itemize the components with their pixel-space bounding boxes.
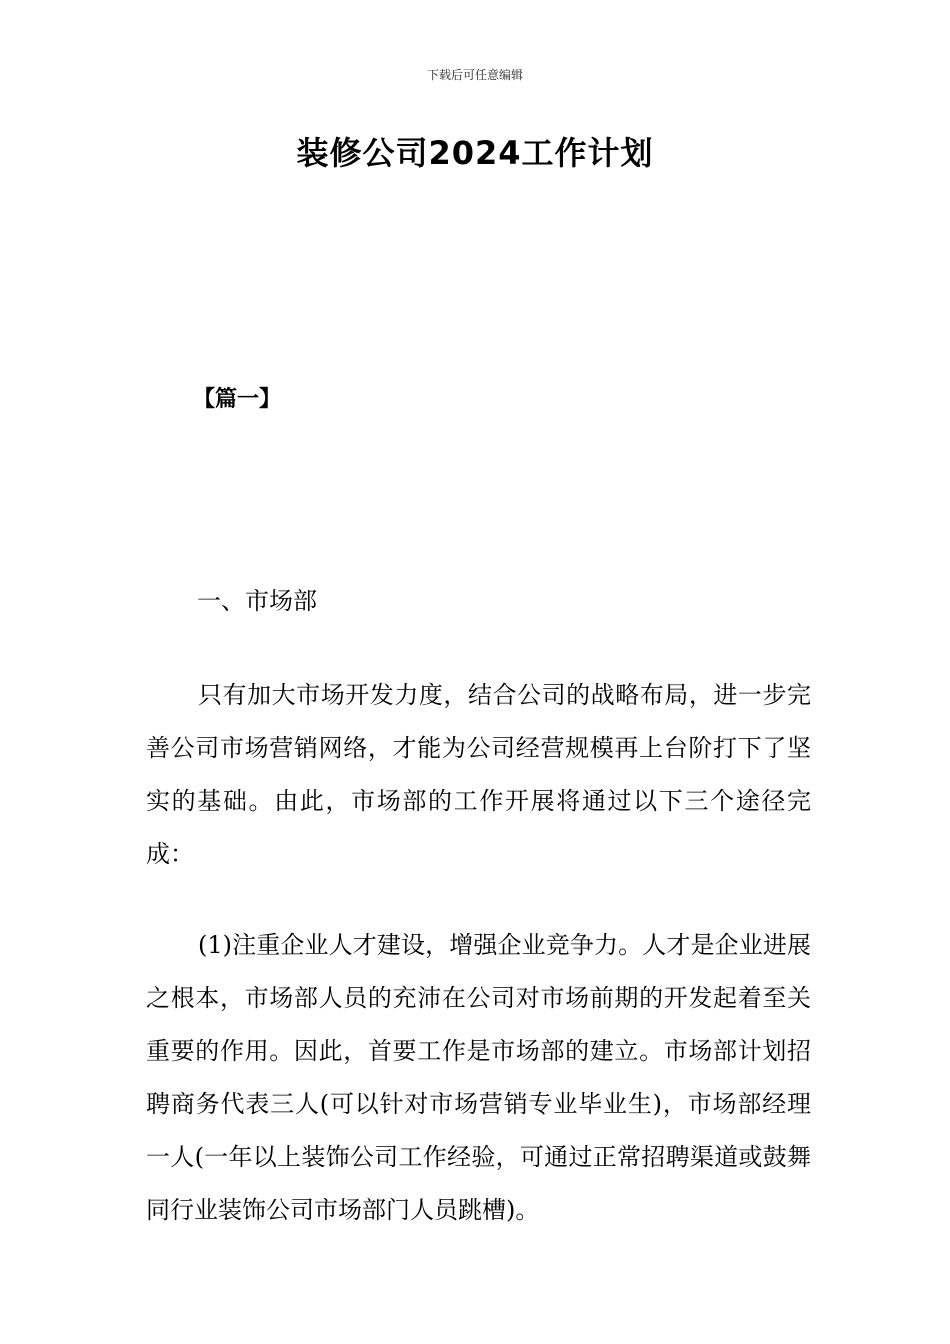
paragraph-intro: 只有加大市场开发力度，结合公司的战略布局，进一步完善公司市场营销网络，才能为公司经营规模再上台阶打下了坚实的基础。由此，市场部的工作开展将通过以下三个途径完成： xyxy=(146,681,811,868)
section-heading-market-dept: 一、市场部 xyxy=(197,587,317,615)
download-note: 下载后可任意编辑 xyxy=(426,68,523,82)
section-tag: 【篇一】 xyxy=(193,387,282,412)
paragraph-talent-building: (1)注重企业人才建设，增强企业竞争力。人才是企业进展之根本，市场部人员的充沛在公司对市场前期的开发起着至关重要的作用。因此，首要工作是市场部的建立。市场部计划招聘商务代表三人(可以针对市场营销专业毕业生)，市场部经理一人(一年以上装饰公司工作经验，可通过正常招聘渠道或鼓舞同行业装饰公司市场部门人员跳槽)。 xyxy=(146,931,811,1224)
document-title: 装修公司2024工作计划 xyxy=(296,134,654,172)
